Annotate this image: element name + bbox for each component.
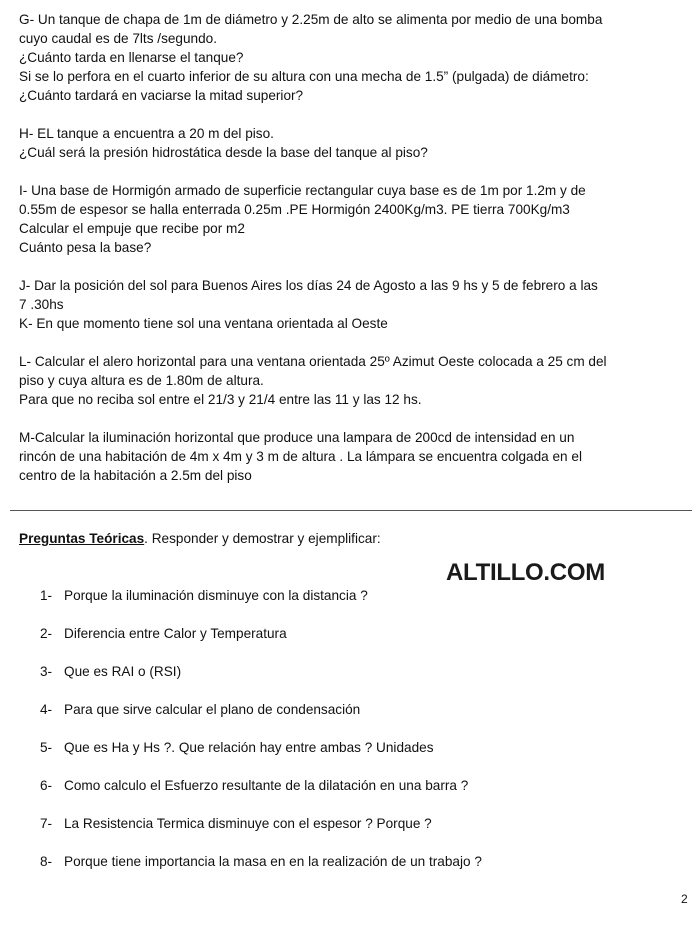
theory-heading-line bbox=[19, 529, 689, 548]
problem-line: 0.55m de espesor se halla enterrada 0.25m .PE Hormigón 2400Kg/m3. PE tierra 700Kg/m3 bbox=[19, 202, 570, 217]
problem-line: Calcular el empuje que recibe por m2 bbox=[19, 221, 245, 236]
watermark-logo: ALTILLO.COM bbox=[446, 559, 605, 586]
question-item bbox=[40, 662, 482, 700]
problem-line: 7 .30hs bbox=[19, 297, 64, 312]
question-text: Porque tiene importancia la masa en en la realización de un trabajo ? bbox=[64, 854, 482, 869]
problem-line: ¿Cuál será la presión hidrostática desde la base del tanque al piso? bbox=[19, 145, 428, 160]
problem-l bbox=[19, 352, 689, 409]
question-number: 1- bbox=[40, 588, 53, 603]
problems-section bbox=[19, 10, 689, 504]
question-number: 2- bbox=[40, 626, 53, 641]
question-item bbox=[40, 700, 482, 738]
question-number: 3- bbox=[40, 664, 53, 679]
page-number: 2 bbox=[681, 892, 688, 906]
problem-m bbox=[19, 428, 689, 485]
problem-i bbox=[19, 181, 689, 257]
theory-question-list bbox=[40, 586, 482, 890]
question-item bbox=[40, 814, 482, 852]
problem-line: Si se lo perfora en el cuarto inferior de su altura con una mecha de 1.5” (pulgada) de diámetro: bbox=[19, 69, 589, 84]
question-text: La Resistencia Termica disminuye con el espesor ? Porque ? bbox=[64, 816, 432, 831]
problem-line: J- Dar la posición del sol para Buenos Aires los días 24 de Agosto a las 9 hs y 5 de febrero a las bbox=[19, 278, 598, 293]
theory-intro: . Responder y demostrar y ejemplificar: bbox=[144, 531, 381, 546]
question-item bbox=[40, 624, 482, 662]
problem-line: Para que no reciba sol entre el 21/3 y 21/4 entre las 11 y las 12 hs. bbox=[19, 392, 422, 407]
question-text: Para que sirve calcular el plano de condensación bbox=[64, 702, 361, 717]
problem-line: G- Un tanque de chapa de 1m de diámetro y 2.25m de alto se alimenta por medio de una bomba bbox=[19, 12, 603, 27]
problem-h bbox=[19, 124, 689, 162]
question-number: 8- bbox=[40, 854, 53, 869]
problem-line: piso y cuya altura es de 1.80m de altura. bbox=[19, 373, 264, 388]
question-text: Diferencia entre Calor y Temperatura bbox=[64, 626, 287, 641]
question-text: Que es Ha y Hs ?. Que relación hay entre ambas ? Unidades bbox=[64, 740, 434, 755]
problem-j-k bbox=[19, 276, 689, 333]
problem-g bbox=[19, 10, 689, 105]
question-text: Como calculo el Esfuerzo resultante de la dilatación en una barra ? bbox=[64, 778, 469, 793]
question-number: 6- bbox=[40, 778, 53, 793]
problem-line: K- En que momento tiene sol una ventana orientada al Oeste bbox=[19, 316, 388, 331]
question-text: Porque la iluminación disminuye con la distancia ? bbox=[64, 588, 368, 603]
problem-line: rincón de una habitación de 4m x 4m y 3 m de altura . La lámpara se encuentra colgada en el bbox=[19, 449, 582, 464]
problem-line: ¿Cuánto tarda en llenarse el tanque? bbox=[19, 50, 244, 65]
question-item bbox=[40, 776, 482, 814]
question-text: Que es RAI o (RSI) bbox=[64, 664, 182, 679]
problem-line: Cuánto pesa la base? bbox=[19, 240, 152, 255]
question-item bbox=[40, 852, 482, 890]
question-number: 5- bbox=[40, 740, 53, 755]
problem-line: ¿Cuánto tardará en vaciarse la mitad superior? bbox=[19, 88, 304, 103]
theory-heading: Preguntas Teóricas bbox=[19, 531, 145, 546]
problem-line: H- EL tanque a encuentra a 20 m del piso. bbox=[19, 126, 274, 141]
theory-section bbox=[19, 529, 689, 548]
problem-line: I- Una base de Hormigón armado de superficie rectangular cuya base es de 1m por 1.2m y de bbox=[19, 183, 586, 198]
problem-line: centro de la habitación a 2.5m del piso bbox=[19, 468, 252, 483]
question-item bbox=[40, 738, 482, 776]
question-item bbox=[40, 586, 482, 624]
question-number: 4- bbox=[40, 702, 53, 717]
problem-line: M-Calcular la iluminación horizontal que produce una lampara de 200cd de intensidad en un bbox=[19, 430, 575, 445]
question-number: 7- bbox=[40, 816, 53, 831]
section-divider bbox=[10, 510, 692, 511]
problem-line: L- Calcular el alero horizontal para una ventana orientada 25º Azimut Oeste colocada a 25 cm del bbox=[19, 354, 607, 369]
problem-line: cuyo caudal es de 7lts /segundo. bbox=[19, 31, 217, 46]
